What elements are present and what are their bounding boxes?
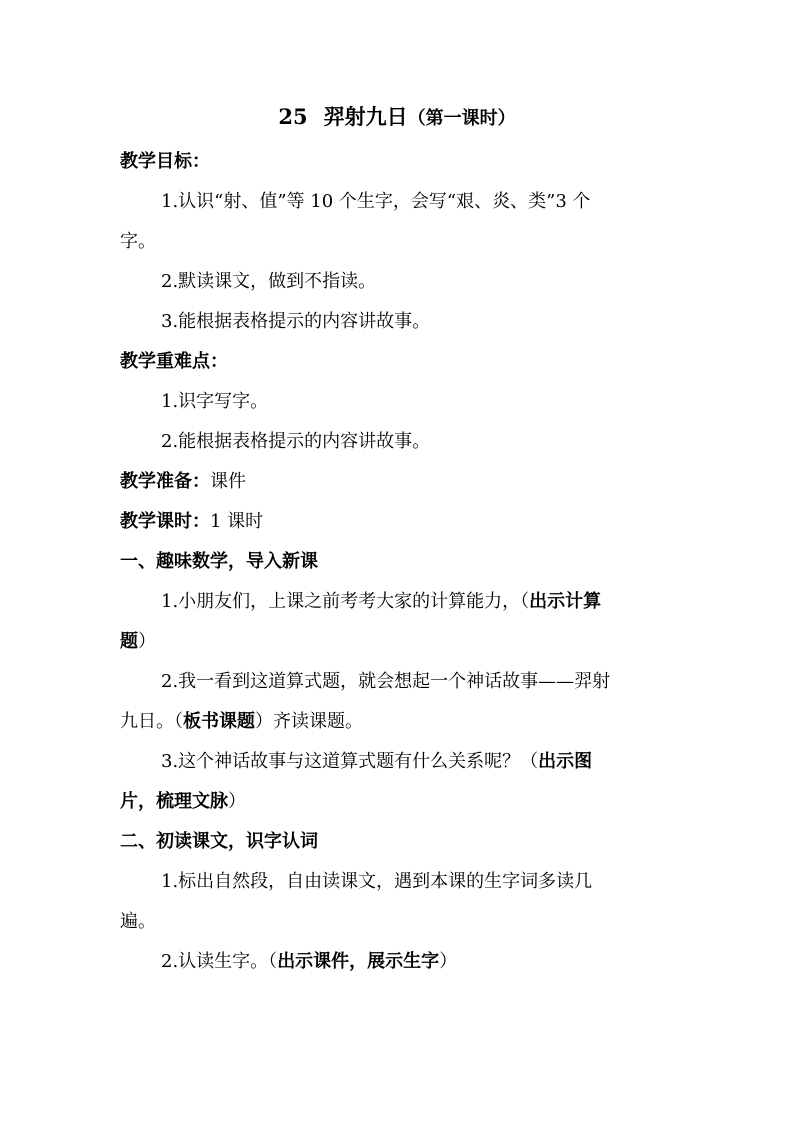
part-1-item-1-bold-a: 出示计算: [529, 591, 602, 612]
hours-line: [120, 502, 670, 542]
objective-3: 3.能根据表格提示的内容讲故事。: [161, 311, 431, 332]
part-1-item-1-text: 1.小朋友们，上课之前考考大家的计算能力，（: [161, 591, 530, 612]
part-2-item-2-text: 2.认读生字。（: [161, 951, 278, 972]
preparation-value: 课件: [210, 471, 246, 492]
part-1-item-3-bold-a: 出示图: [538, 751, 593, 772]
part-1-item-2-text-a: 九日。（: [120, 711, 183, 732]
lesson-title: 羿射九日: [323, 104, 408, 129]
part-1-item-2-text-b: ）齐读课题。: [255, 711, 363, 732]
part-1-item-3-line-1: [120, 742, 670, 782]
document-body: [120, 142, 670, 982]
part-1-item-1-line-2: [120, 622, 670, 662]
keypoint-2: 2.能根据表格提示的内容讲故事。: [161, 431, 431, 452]
part-1-item-2-bold: 板书课题: [183, 711, 255, 732]
part-1-item-2-line-1: 2.我一看到这道算式题，就会想起一个神话故事——羿射: [161, 671, 611, 692]
page-title: [0, 101, 794, 135]
keypoint-1: 1.识字写字。: [161, 391, 269, 412]
objective-1-line-1: 1.认识“射、值”等 10 个生字，会写“艰、炎、类”3 个: [161, 191, 591, 212]
preparation-label: 教学准备：: [120, 471, 210, 492]
part-2-item-1-line-2: 遍。: [120, 911, 156, 932]
keypoints-heading: 教学重难点：: [120, 351, 228, 372]
part-1-item-1-bold-b: 题: [120, 631, 138, 652]
part-1-item-3-bold-b: 片，梳理文脉: [120, 791, 228, 812]
part-1-item-3-text: 3.这个神话故事与这道算式题有什么关系呢？（: [161, 751, 539, 772]
part-1-item-1-end: ）: [138, 631, 156, 652]
objective-1-line-2: 字。: [120, 231, 156, 252]
hours-value: 1 课时: [210, 511, 264, 532]
part-1-item-2-line-2: [120, 702, 670, 742]
part-2-item-2-end: ）: [439, 951, 458, 972]
lesson-number: 25: [278, 104, 308, 129]
hours-label: 教学课时：: [120, 511, 210, 532]
objectives-heading: 教学目标：: [120, 151, 210, 172]
objective-2: 2.默读课文，做到不指读。: [161, 271, 377, 292]
part-2-heading: 二、初读课文，识字认词: [120, 831, 318, 852]
part-2-item-2: [120, 942, 670, 982]
part-2-item-1-line-1: 1.标出自然段，自由读课文，遇到本课的生字词多读几: [161, 871, 593, 892]
part-1-item-3-end: ）: [228, 791, 246, 812]
part-2-item-2-bold: 出示课件，展示生字: [277, 951, 440, 972]
part-1-item-3-line-2: [120, 782, 670, 822]
lesson-subtitle: （第一课时）: [407, 108, 516, 129]
part-1-item-1-line-1: [120, 582, 670, 622]
part-1-heading: 一、趣味数学，导入新课: [120, 551, 318, 572]
preparation-line: [120, 462, 670, 502]
